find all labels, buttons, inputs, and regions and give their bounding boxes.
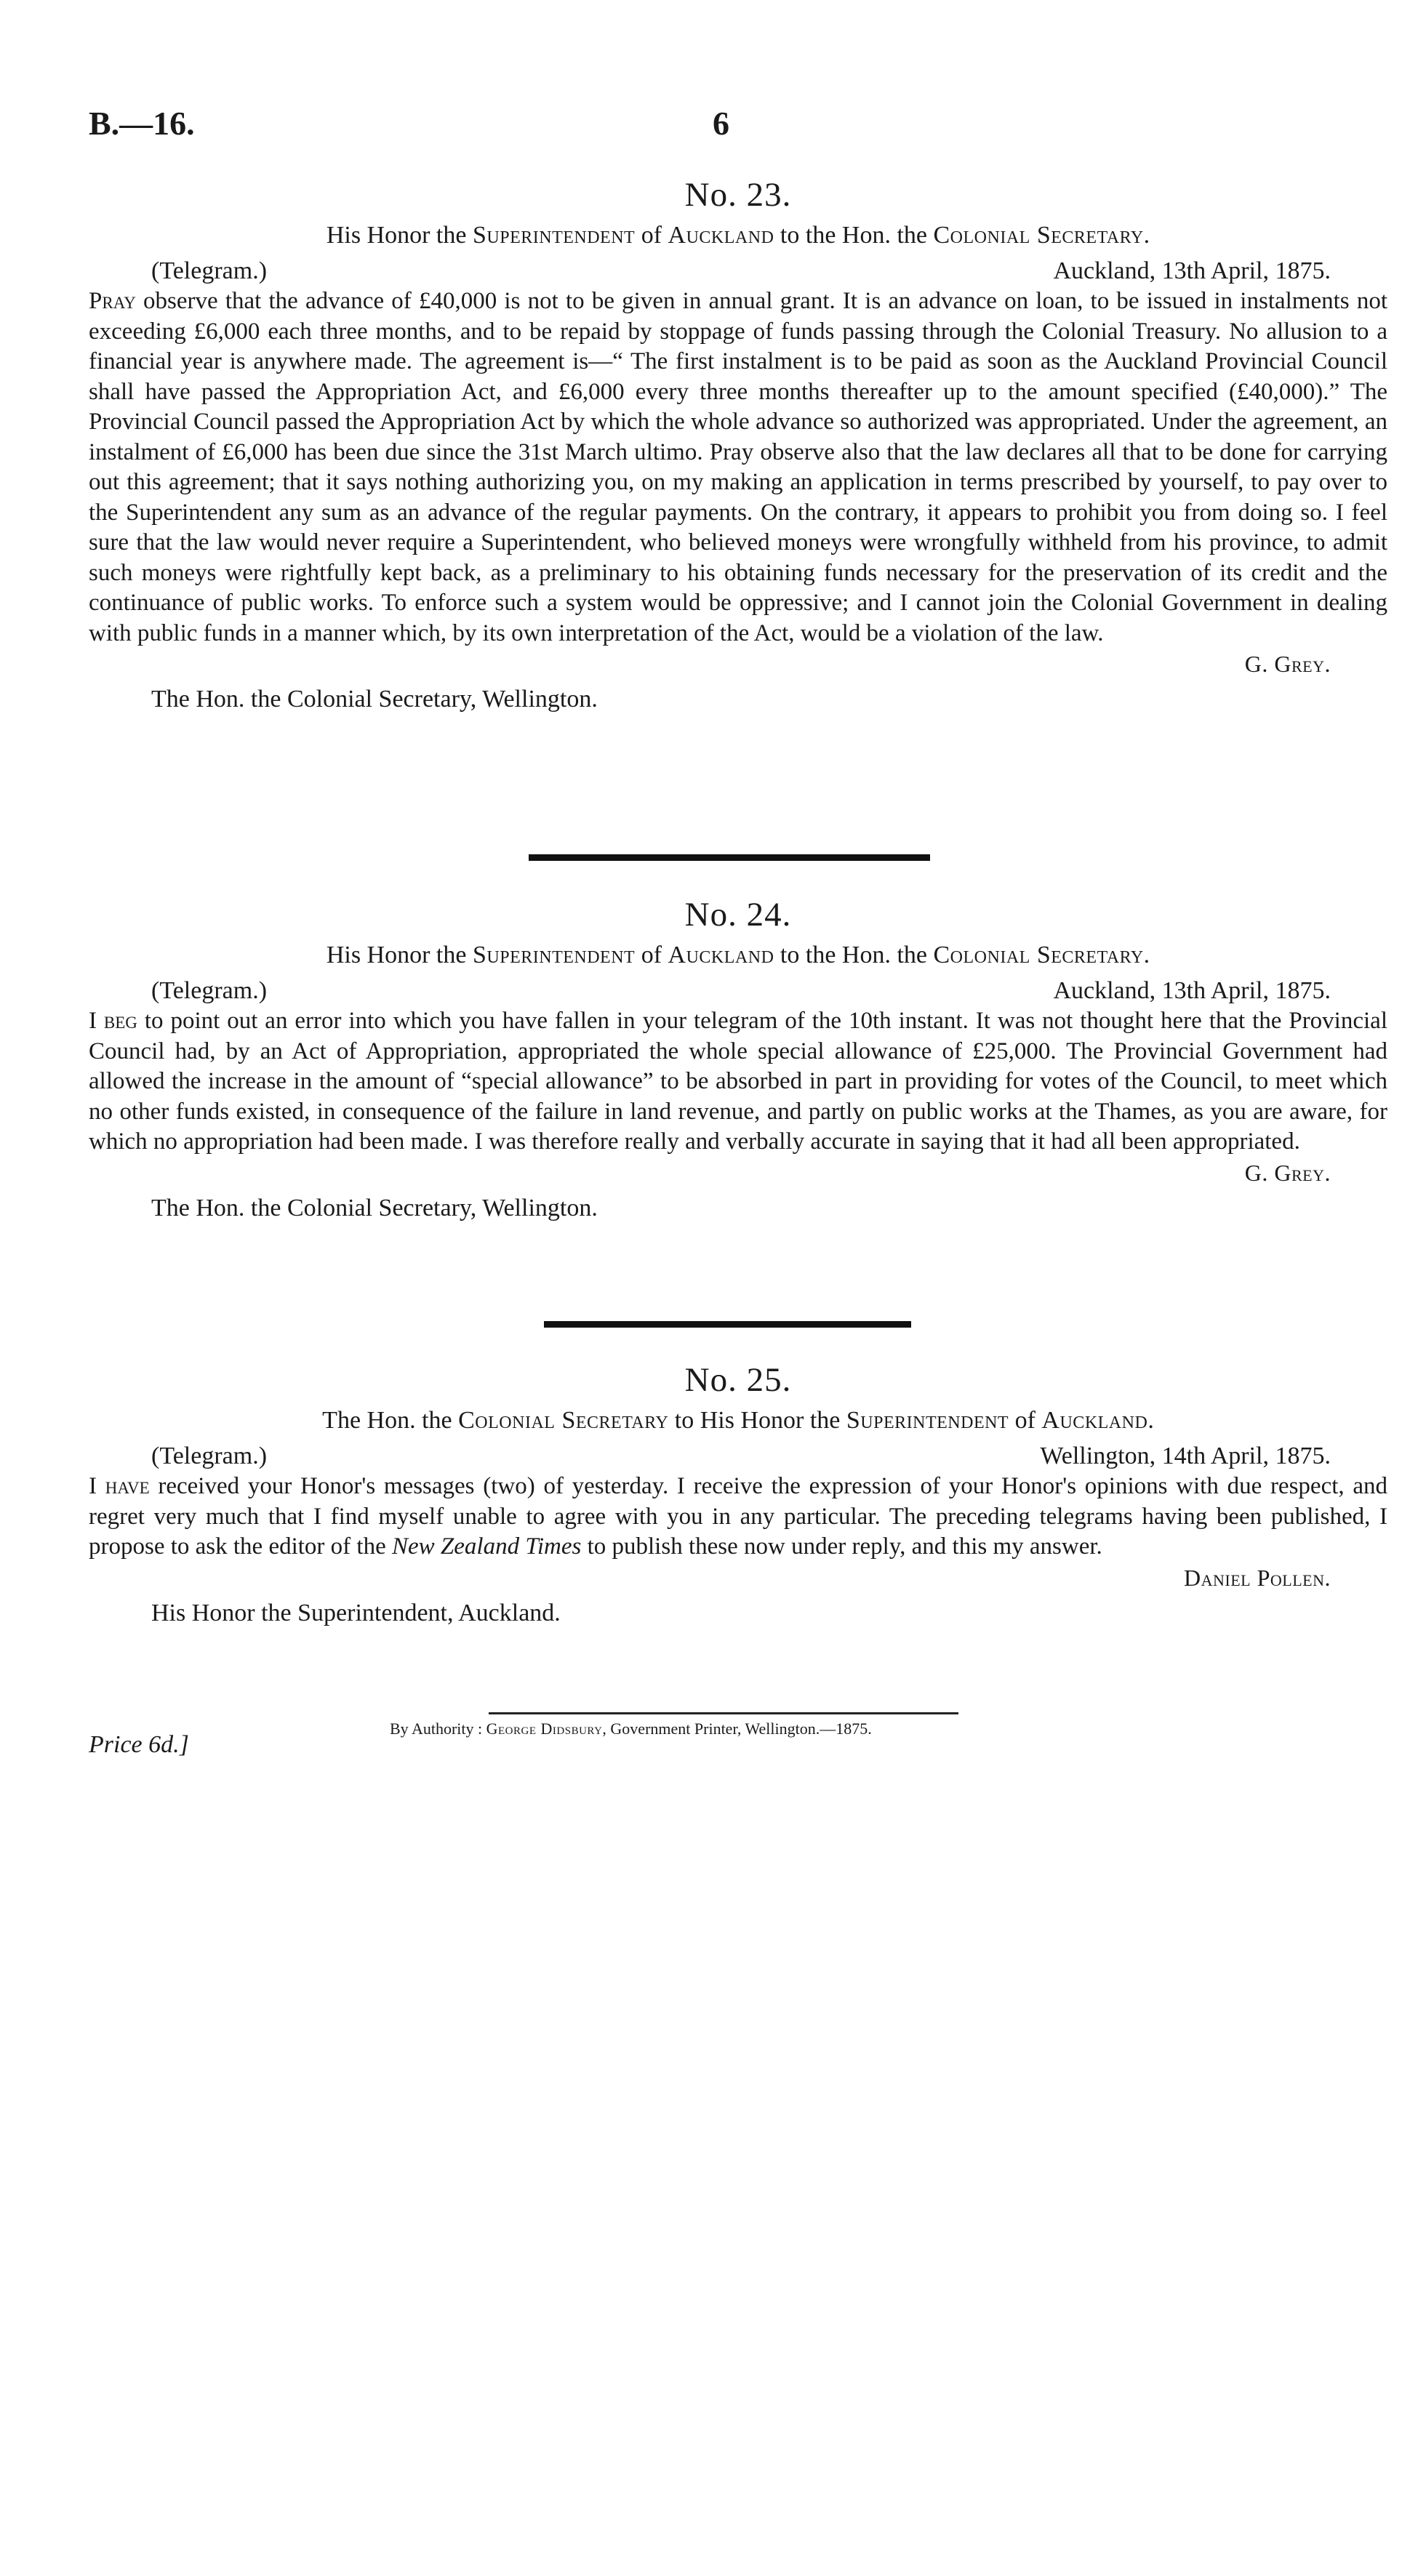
- sender-recipient-line: His Honor the Superintendent of Auckland to the Hon. the Colonial Secretary.: [326, 942, 1150, 968]
- place-date: Auckland, 13th April, 1875.: [1053, 257, 1331, 284]
- section-number: No. 25.: [684, 1361, 792, 1399]
- telegram-label: (Telegram.): [151, 1443, 268, 1469]
- sender-recipient-line: The Hon. the Colonial Secretary to His Honor the Superintendent of Auckland.: [322, 1407, 1154, 1434]
- telegram-meta: [89, 976, 1387, 1006]
- place-date: Auckland, 13th April, 1875.: [1053, 977, 1331, 1004]
- telegram-label: (Telegram.): [151, 257, 268, 284]
- price-label: Price 6d.]: [89, 1731, 189, 1758]
- section-no-25: [89, 1358, 1387, 1629]
- addressee: The Hon. the Colonial Secretary, Wellington.: [151, 1194, 598, 1221]
- signature: G. Grey.: [1244, 1159, 1331, 1186]
- sender-recipient-line: His Honor the Superintendent of Auckland to the Hon. the Colonial Secretary.: [326, 222, 1150, 249]
- printer-imprint: By Authority : George Didsbury, Government Printer, Wellington.—1875.: [390, 1720, 872, 1738]
- section-number: No. 23.: [684, 176, 792, 214]
- telegram-label: (Telegram.): [151, 977, 268, 1004]
- newspaper-title: New Zealand Times: [391, 1533, 582, 1560]
- telegram-meta: [89, 1441, 1387, 1472]
- telegram-meta: [89, 256, 1387, 286]
- paper-reference: B.—16.: [89, 105, 195, 142]
- footer-rule: [489, 1712, 958, 1714]
- section-no-23: [89, 173, 1387, 715]
- telegram-body: Pray observe that the advance of £40,000 is not to be given in annual grant. It is an advance on loan, to be issued in instalments not exceeding £6,000 each three months, and to be repaid by stoppage of funds passing through the Colonial Treasury. No allusion to a financial year is anywhere made. The agreement is—“ The first instalment is to be paid as soon as the Auckland Provincial Council shall have passed the Appropriation Act, and £6,000 every three months thereafter up to the amount specified (£40,000).” The Provincial Council passed the Appropriation Act by which the whole advance so authorized was appropriated. Under the agreement, an instalment of £6,000 has been due since the 31st March ultimo. Pray observe also that the law declares all that to be done for carrying out this agreement; that it says nothing authorizing you, on my making an application in terms prescribed by yourself, to pay over to the Superintendent any sum as an advance of the regular payments. On the contrary, it appears to prohibit you from doing so. I feel sure that the law would never require a Superintendent, who believed moneys were wrongfully withheld from his province, to admit such moneys were rightfully kept back, as a preliminary to his obtaining funds necessary for the preservation of its credit and the continuance of public works. To enforce such a system would be oppressive; and I cannot join the Colonial Government in dealing with public funds in a manner which, by its own interpretation of the Act, would be a violation of the law.: [89, 288, 1387, 646]
- addressee: The Hon. the Colonial Secretary, Wellington.: [151, 686, 598, 713]
- section-no-24: [89, 893, 1387, 1224]
- addressee: His Honor the Superintendent, Auckland.: [151, 1599, 561, 1626]
- section-divider: [544, 1321, 911, 1328]
- page-number: 6: [713, 105, 729, 142]
- telegram-body: I have received your Honor's messages (two) of yesterday. I receive the expression of your Honor's opinions with due respect, and regret very much that I find myself unable to agree with you in any particular. The preceding telegrams having been published, I propose to ask the editor of the New Zealand Times to publish these now under reply, and this my answer.: [89, 1473, 1388, 1560]
- place-date: Wellington, 14th April, 1875.: [1040, 1443, 1331, 1469]
- section-number: No. 24.: [684, 896, 792, 934]
- section-divider: [529, 854, 930, 861]
- signature: Daniel Pollen.: [1184, 1564, 1331, 1591]
- telegram-body: I beg to point out an error into which you have fallen in your telegram of the 10th instant. It was not thought here that the Provincial Council had, by an Act of Appropriation, appropriated the whole special allowance of £25,000. The Provincial Government had allowed the increase in the amount of “special allowance” to be absorbed in part in providing for votes of the Council, to meet which no other funds existed, in consequence of the failure in land revenue, and partly on public works at the Thames, as you are aware, for which no appropriation had been made. I was therefore really and verbally accurate in saying that it had all been appropriated.: [89, 1008, 1387, 1155]
- signature: G. Grey.: [1244, 651, 1331, 677]
